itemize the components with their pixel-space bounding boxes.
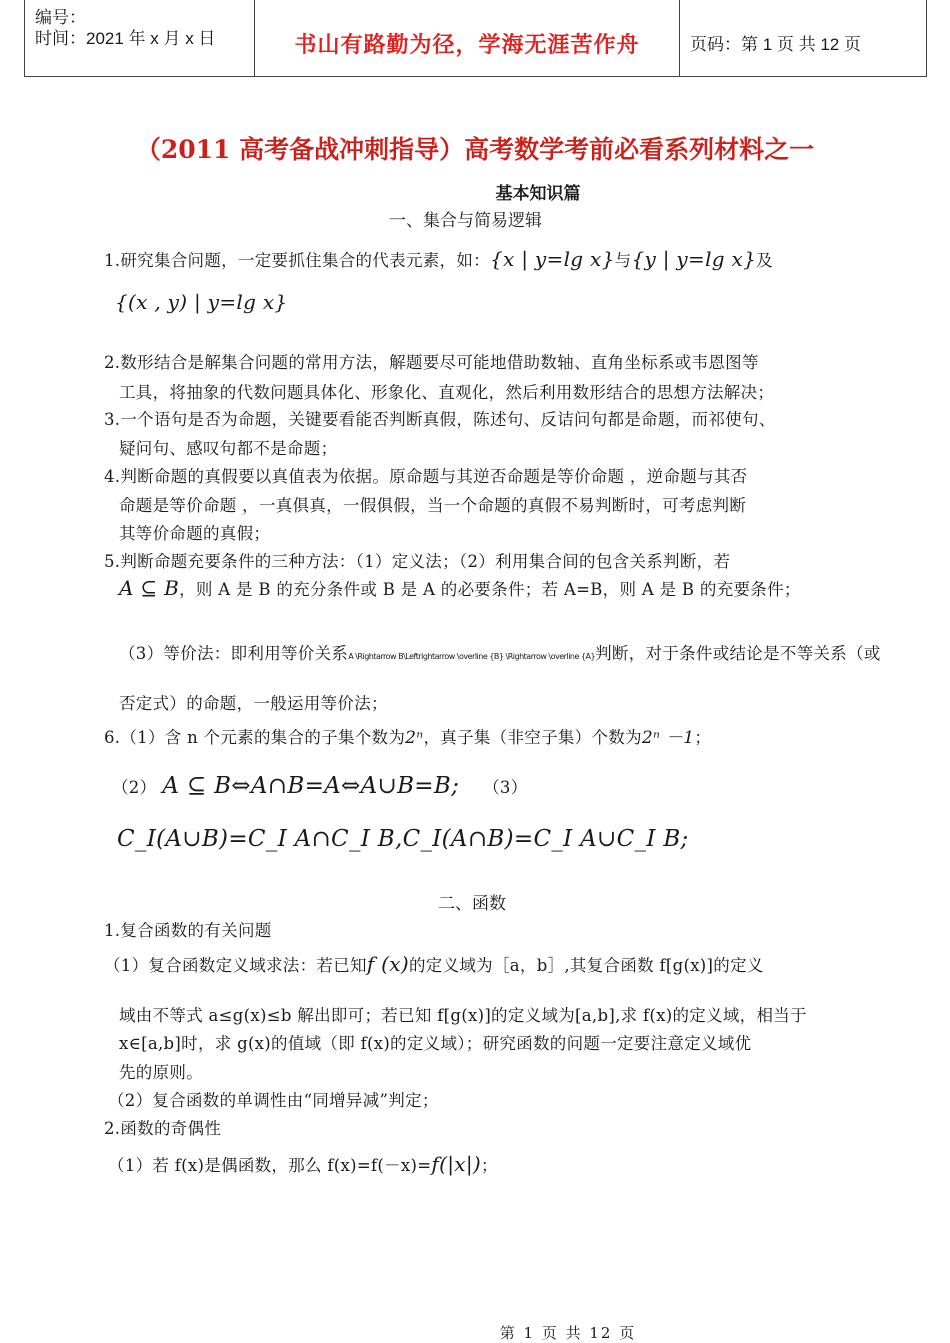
formula-proper-subsets: 2ⁿ －1 [641, 728, 695, 748]
paragraph-4-line-1: 4.判断命题的真假要以真值表为依据。原命题与其逆否命题是等价命题 ，逆命题与其否 [104, 467, 748, 486]
time-label: 时间：2021 年 x 月 x 日 [35, 29, 216, 48]
formula-set-xy: {(x , y) | y=lg x} [115, 290, 288, 314]
header-cell-center [255, 0, 680, 76]
paragraph-1-formula [115, 290, 287, 314]
paragraph-text: ，则 A 是 B 的充分条件或 B 是 A 的必要条件；若 A=B，则 A 是 B 的充要条件； [179, 580, 801, 599]
paragraph-1 [104, 247, 773, 271]
paragraph-text: （1）复合函数定义域求法：若已知 [104, 956, 367, 975]
formula-subset-equivalence: A ⊆ B⇔A∩B=A⇔A∪B=B; [162, 773, 460, 799]
function-line-5: 先的原则。 [119, 1063, 203, 1082]
paragraph-5-line-2 [119, 576, 801, 600]
formula-fx: f (x) [366, 952, 409, 976]
paragraph-6-line-3 [117, 826, 689, 852]
paragraph-text: ，真子集（非空子集）个数为 [423, 728, 642, 747]
paragraph-4-line-3: 其等价命题的真假； [119, 524, 271, 543]
paragraph-2-line-2: 工具，将抽象的代数问题具体化、形象化、直观化，然后利用数形结合的思想方法解决； [119, 383, 775, 402]
formula-set-y: {y | y=lg x} [631, 247, 757, 271]
formula-subset: A ⊆ B [119, 576, 180, 600]
paragraph-text: 判断，对于条件或结论是不等关系（或 [595, 644, 881, 663]
section-heading-functions: 二、函数 [438, 894, 506, 914]
function-line-8 [108, 1152, 498, 1176]
paragraph-6-line-2 [112, 773, 528, 799]
paragraph-5-line-1: 5.判断命题充要条件的三种方法：（1）定义法；（2）利用集合间的包含关系判断，若 [104, 552, 731, 571]
paragraph-text: （1）若 f(x)是偶函数，那么 f(x)=f(－x)= [108, 1156, 432, 1175]
formula-f-abs-x: f(|x|) [431, 1152, 481, 1176]
motto: 书山有路勤为径，学海无涯苦作舟 [294, 32, 640, 57]
paragraph-text: ； [480, 1156, 498, 1175]
paragraph-text: （2） [112, 778, 157, 797]
document-subtitle: 基本知识篇 [495, 184, 581, 203]
paragraph-5-line-4: 否定式）的命题，一般运用等价法； [119, 694, 388, 713]
paragraph-text: 与 [614, 251, 632, 270]
page-footer: 第 1 页 共 12 页 [499, 1324, 637, 1342]
paragraph-text: （3）等价法：即利用等价关系 [119, 644, 349, 663]
paragraph-5-line-3 [119, 640, 881, 664]
serial-label: 编号： [35, 8, 86, 27]
header-cell-left [25, 0, 255, 76]
paragraph-text: 6.（1）含 n 个元素的集合的子集个数为 [104, 728, 406, 747]
paragraph-6-line-1 [104, 723, 711, 748]
formula-equivalence: A \Rightarrow B\Leftrightarrow \overline {B} \Rightarrow \overline {A} [348, 652, 596, 661]
paragraph-text: （3） [483, 778, 528, 797]
paragraph-text: 1.研究集合问题，一定要抓住集合的代表元素，如： [104, 251, 490, 270]
paragraph-text: ； [694, 728, 712, 747]
paragraph-3-line-2: 疑问句、感叹句都不是命题； [119, 439, 338, 458]
function-line-2 [104, 952, 764, 976]
paragraph-3-line-1: 3.一个语句是否为命题，关键要看能否判断真假，陈述句、反诘问句都是命题，而祁使句、 [104, 410, 776, 429]
paragraph-4-line-2: 命题是等价命题 ，一真俱真，一假俱假，当一个命题的真假不易判断时，可考虑判断 [119, 496, 747, 515]
function-line-4: x∈[a,b]时，求 g(x)的值域（即 f(x)的定义域）；研究函数的问题一定要注意定义域优 [119, 1034, 752, 1053]
header-cell-right [680, 0, 926, 76]
document-title: （2011 高考备战冲刺指导）高考数学考前必看系列材料之一 [135, 135, 815, 164]
formula-de-morgan: C_I(A∪B)=C_I A∩C_I B,C_I(A∩B)=C_I A∪C_I B; [117, 826, 689, 852]
header-table [24, 0, 927, 77]
section-heading-sets-logic: 一、集合与简易逻辑 [389, 211, 542, 231]
function-line-3: 域由不等式 a≤g(x)≤b 解出即可；若已知 f[g(x)]的定义域为[a,b],求 f(x)的定义域，相当于 [119, 1006, 807, 1025]
formula-power-set: 2ⁿ [405, 728, 424, 748]
page-info: 页码：第 1 页 共 12 页 [690, 35, 861, 54]
paragraph-text: 及 [756, 251, 773, 270]
function-line-6: （2）复合函数的单调性由“同增异减”判定； [108, 1091, 439, 1110]
formula-set-x: {x | y=lg x} [489, 247, 615, 271]
paragraph-2-line-1: 2.数形结合是解集合问题的常用方法，解题要尽可能地借助数轴、直角坐标系或韦恩图等 [104, 353, 759, 372]
function-line-1: 1.复合函数的有关问题 [104, 921, 272, 940]
paragraph-text: 的定义域为［a，b］,其复合函数 f[g(x)]的定义 [408, 956, 764, 975]
function-line-7: 2.函数的奇偶性 [104, 1119, 222, 1138]
